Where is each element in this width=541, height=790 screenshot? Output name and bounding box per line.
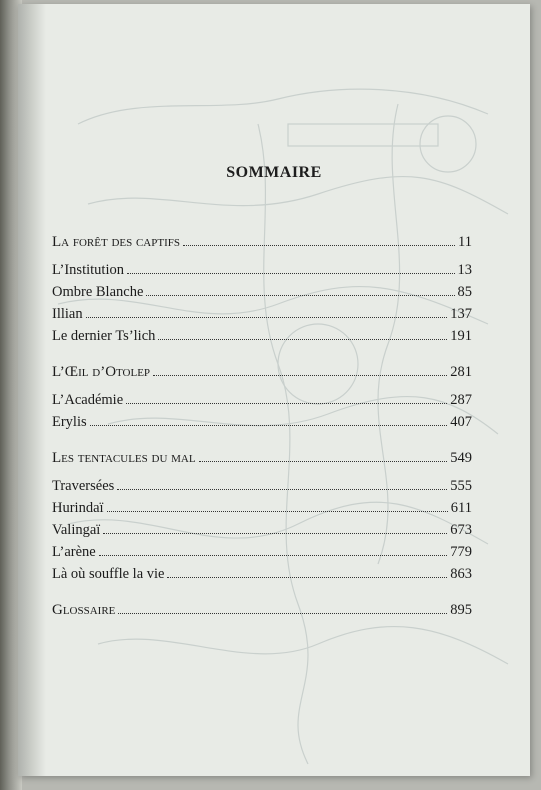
dot-leader (126, 403, 447, 404)
dot-leader (167, 577, 447, 578)
chapter-title: Traversées (52, 478, 115, 494)
toc-chapter-entry (52, 414, 472, 436)
dot-leader (146, 295, 454, 296)
toc-chapter-entry (52, 328, 472, 350)
page-number: 11 (458, 234, 472, 250)
chapter-title: Erylis (52, 414, 87, 430)
table-of-contents (52, 234, 472, 638)
chapter-title: Ombre Blanche (52, 284, 144, 300)
toc-chapter-entry (52, 544, 472, 566)
part-title: Les tentacules du mal (52, 450, 196, 466)
dot-leader (127, 273, 455, 274)
toc-chapter-entry (52, 566, 472, 588)
toc-chapter-entry (52, 262, 472, 284)
book-page (18, 4, 530, 776)
page-number: 673 (450, 522, 472, 538)
chapter-title: Illian (52, 306, 83, 322)
chapter-title: L’Institution (52, 262, 124, 278)
toc-part-entry (52, 364, 472, 386)
dot-leader (107, 511, 448, 512)
page-number: 407 (450, 414, 472, 430)
part-title: La forêt des captifs (52, 234, 180, 250)
toc-glossary-entry (52, 602, 472, 624)
page-number: 137 (450, 306, 472, 322)
dot-leader (183, 245, 455, 246)
dot-leader (86, 317, 448, 318)
page-title: SOMMAIRE (226, 164, 322, 181)
chapter-title: Là où souffle la vie (52, 566, 165, 582)
dot-leader (199, 461, 448, 462)
page-number: 191 (450, 328, 472, 344)
page-number: 895 (450, 602, 472, 618)
chapter-title: L’arène (52, 544, 96, 560)
toc-section-3 (52, 450, 472, 588)
chapter-title: L’Académie (52, 392, 124, 408)
page-number: 611 (450, 500, 472, 516)
chapter-title: Valingaï (52, 522, 101, 538)
chapter-title: Hurindaï (52, 500, 104, 516)
toc-part-entry (52, 450, 472, 472)
dot-leader (103, 533, 447, 534)
toc-chapter-entry (52, 522, 472, 544)
dot-leader (118, 613, 447, 614)
toc-section-2 (52, 364, 472, 436)
glossary-title: Glossaire (52, 602, 116, 618)
part-title: L’Œil d’Otolep (52, 364, 151, 380)
page-number: 549 (450, 450, 472, 466)
dot-leader (117, 489, 447, 490)
toc-chapter-entry (52, 306, 472, 328)
page-number: 281 (450, 364, 472, 380)
page-number: 287 (450, 392, 472, 408)
dot-leader (158, 339, 447, 340)
dot-leader (99, 555, 448, 556)
toc-chapter-entry (52, 500, 472, 522)
toc-glossary-section (52, 602, 472, 624)
toc-chapter-entry (52, 392, 472, 414)
toc-chapter-entry (52, 478, 472, 500)
page-number: 85 (457, 284, 472, 300)
toc-chapter-entry (52, 284, 472, 306)
toc-part-entry (52, 234, 472, 256)
page-number: 13 (457, 262, 472, 278)
page-number: 555 (450, 478, 472, 494)
chapter-title: Le dernier Ts’lich (52, 328, 156, 344)
dot-leader (153, 375, 447, 376)
page-number: 863 (450, 566, 472, 582)
dot-leader (90, 425, 448, 426)
page-number: 779 (450, 544, 472, 560)
toc-section-1 (52, 234, 472, 350)
